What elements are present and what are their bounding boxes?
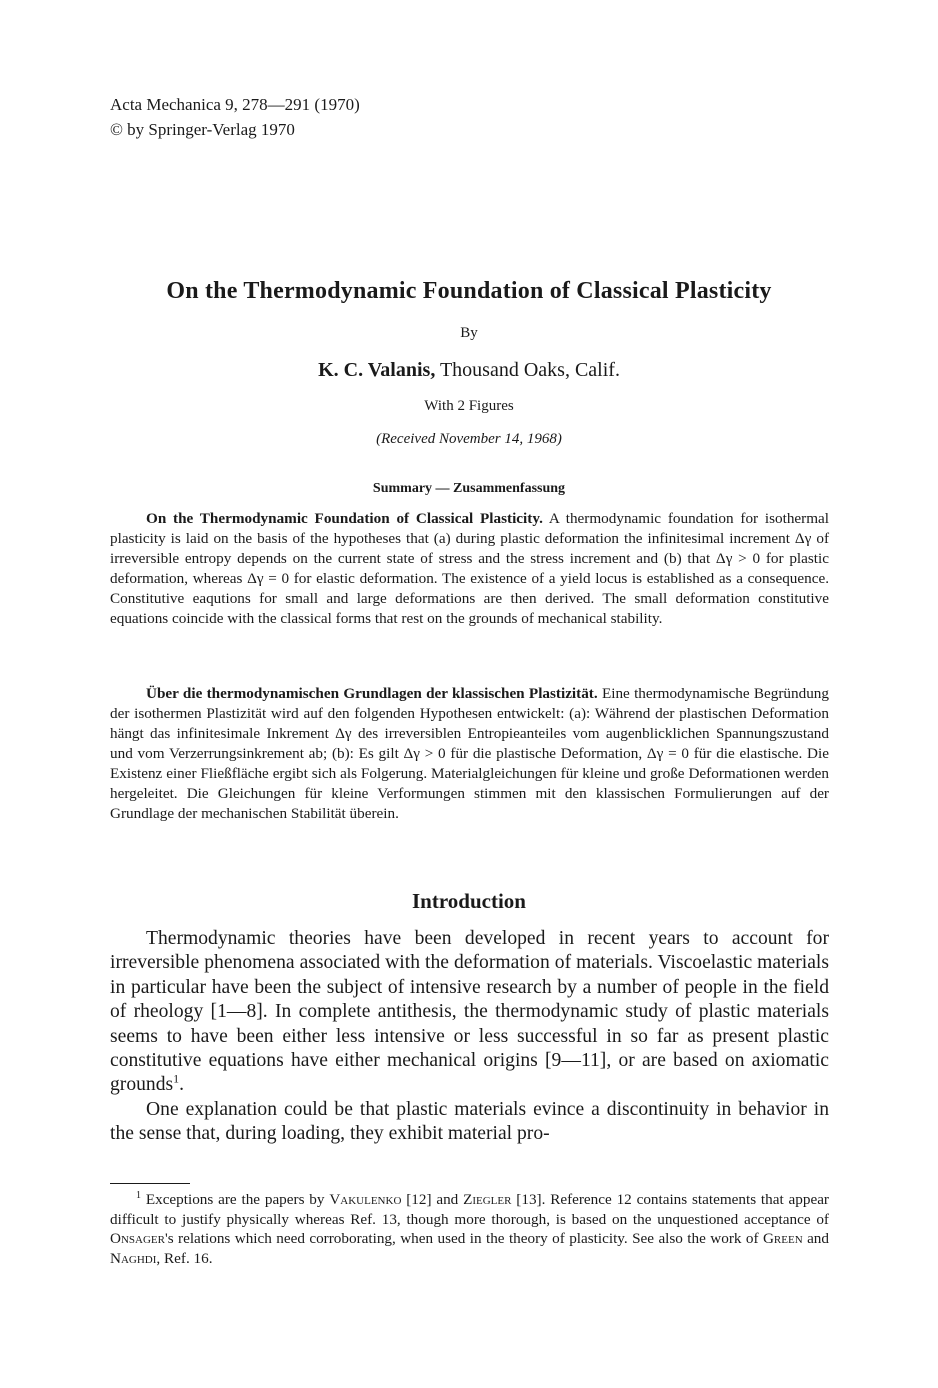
author-location: Thousand Oaks, Calif. xyxy=(435,359,620,381)
author-name: K. C. Valanis, xyxy=(318,359,436,381)
received-date: (Received November 14, 1968) xyxy=(376,431,562,447)
author-ref-green: Green xyxy=(762,1230,803,1247)
footnote xyxy=(110,1190,829,1268)
introduction-body xyxy=(110,927,829,1147)
author-ref-naghdi: Naghdi xyxy=(110,1249,157,1267)
copyright-line: © by Springer-Verlag 1970 xyxy=(110,120,295,139)
journal-header xyxy=(110,92,360,142)
footnote-marker: 1 xyxy=(136,1189,141,1201)
paragraph: One explanation could be that plastic materials evince a discontinuity in behavior in the sense that, during loading, they exhibit material pro- xyxy=(110,1098,829,1145)
paper-title: On the Thermodynamic Foundation of Classical Plasticity xyxy=(166,278,772,304)
abstract-english-text: A thermodynamic foundation for isothermal plasticity is laid on the basis of the hypotheses that (a) during plastic deformation the infinitesimal increment Δγ of irreversible entropy depends on the current state of stress and the stress increment and (b) that Δγ > 0 for plastic deformation, whereas Δγ = 0 for elastic deformation. The existence of a yield locus is established as a consequence. Constitutive eaqutions for small and large deformations are then derived. The small deformation constitutive equations coincide with the classical forms that rest on the grounds of mechanical stability. xyxy=(110,510,829,627)
abstract-german xyxy=(110,684,829,824)
abstract-english-title: On the Thermodynamic Foundation of Classical Plasticity. xyxy=(146,510,543,527)
abstract-german-text: Eine thermodynamische Begründung der isothermen Plastizität wird auf den folgenden Hypothesen entwickelt: (a): Während der plastischen Deformation hängt das infinitesimale Inkrement Δγ des irreversiblen Entropieanteiles vom augenblicklichen Spannungszustand und vom Verzerrungsinkrement ab; (b): Es gilt Δγ > 0 für die plastische Deformation, Δγ = 0 für die elastische. Die Existenz einer Fließfläche ergibt sich als Folgerung. Materialgleichungen für kleine und große Deformationen werden hergeleitet. Die Gleichungen für kleine Verformungen stimmen mit den klassischen Formulierungen auf der Grundlage der mechanischen Stabilität überein. xyxy=(110,685,829,822)
footnote-reference[interactable]: 1 xyxy=(173,1071,180,1086)
abstract-german-title: Über die thermodynamischen Grundlagen der klassischen Plastizität. xyxy=(146,685,598,702)
footnote-text: , Ref. 16. xyxy=(156,1249,213,1267)
author-ref-ziegler: Ziegler xyxy=(463,1191,512,1208)
paragraph-text: Thermodynamic theories have been developed in recent years to account for irreversible phenomena associated with the deformation of materials. Viscoelastic materials in particular have been the subject of intensive research by a number of people in the field of rheology [1—8]. In complete antithesis, the thermodynamic study of plastic materials seems to have been either less intensive or less successful in so far as present plastic constitutive equations have either mechanical origins [9—11], or are based on axiomatic grounds xyxy=(110,928,829,1096)
by-line: By xyxy=(460,325,478,341)
footnote-text: and xyxy=(802,1230,829,1247)
footnote-text: Exceptions are the papers by xyxy=(141,1191,330,1208)
figures-note: With 2 Figures xyxy=(424,398,514,414)
paragraph xyxy=(110,927,829,1098)
introduction-heading: Introduction xyxy=(412,889,526,913)
author-line xyxy=(0,359,938,382)
footnote-text: [13]. Reference 12 contains statements that appear difficult to justify physically whereas Ref. 13, though more thorough, is based on the unquestioned acceptance of xyxy=(110,1191,829,1228)
footnote-divider xyxy=(110,1183,190,1184)
author-ref-vakulenko: Vakulenko xyxy=(329,1191,402,1208)
footnote-text: 's relations which need corroborating, when used in the theory of plasticity. See also the work of xyxy=(164,1230,763,1247)
footnote-text: [12] and xyxy=(401,1191,464,1208)
summary-heading: Summary — Zusammenfassung xyxy=(372,481,566,496)
journal-citation: Acta Mechanica 9, 278—291 (1970) xyxy=(110,95,360,114)
author-ref-onsager: Onsager xyxy=(110,1230,165,1247)
abstract-english xyxy=(110,509,829,629)
paragraph-end: . xyxy=(179,1074,185,1096)
